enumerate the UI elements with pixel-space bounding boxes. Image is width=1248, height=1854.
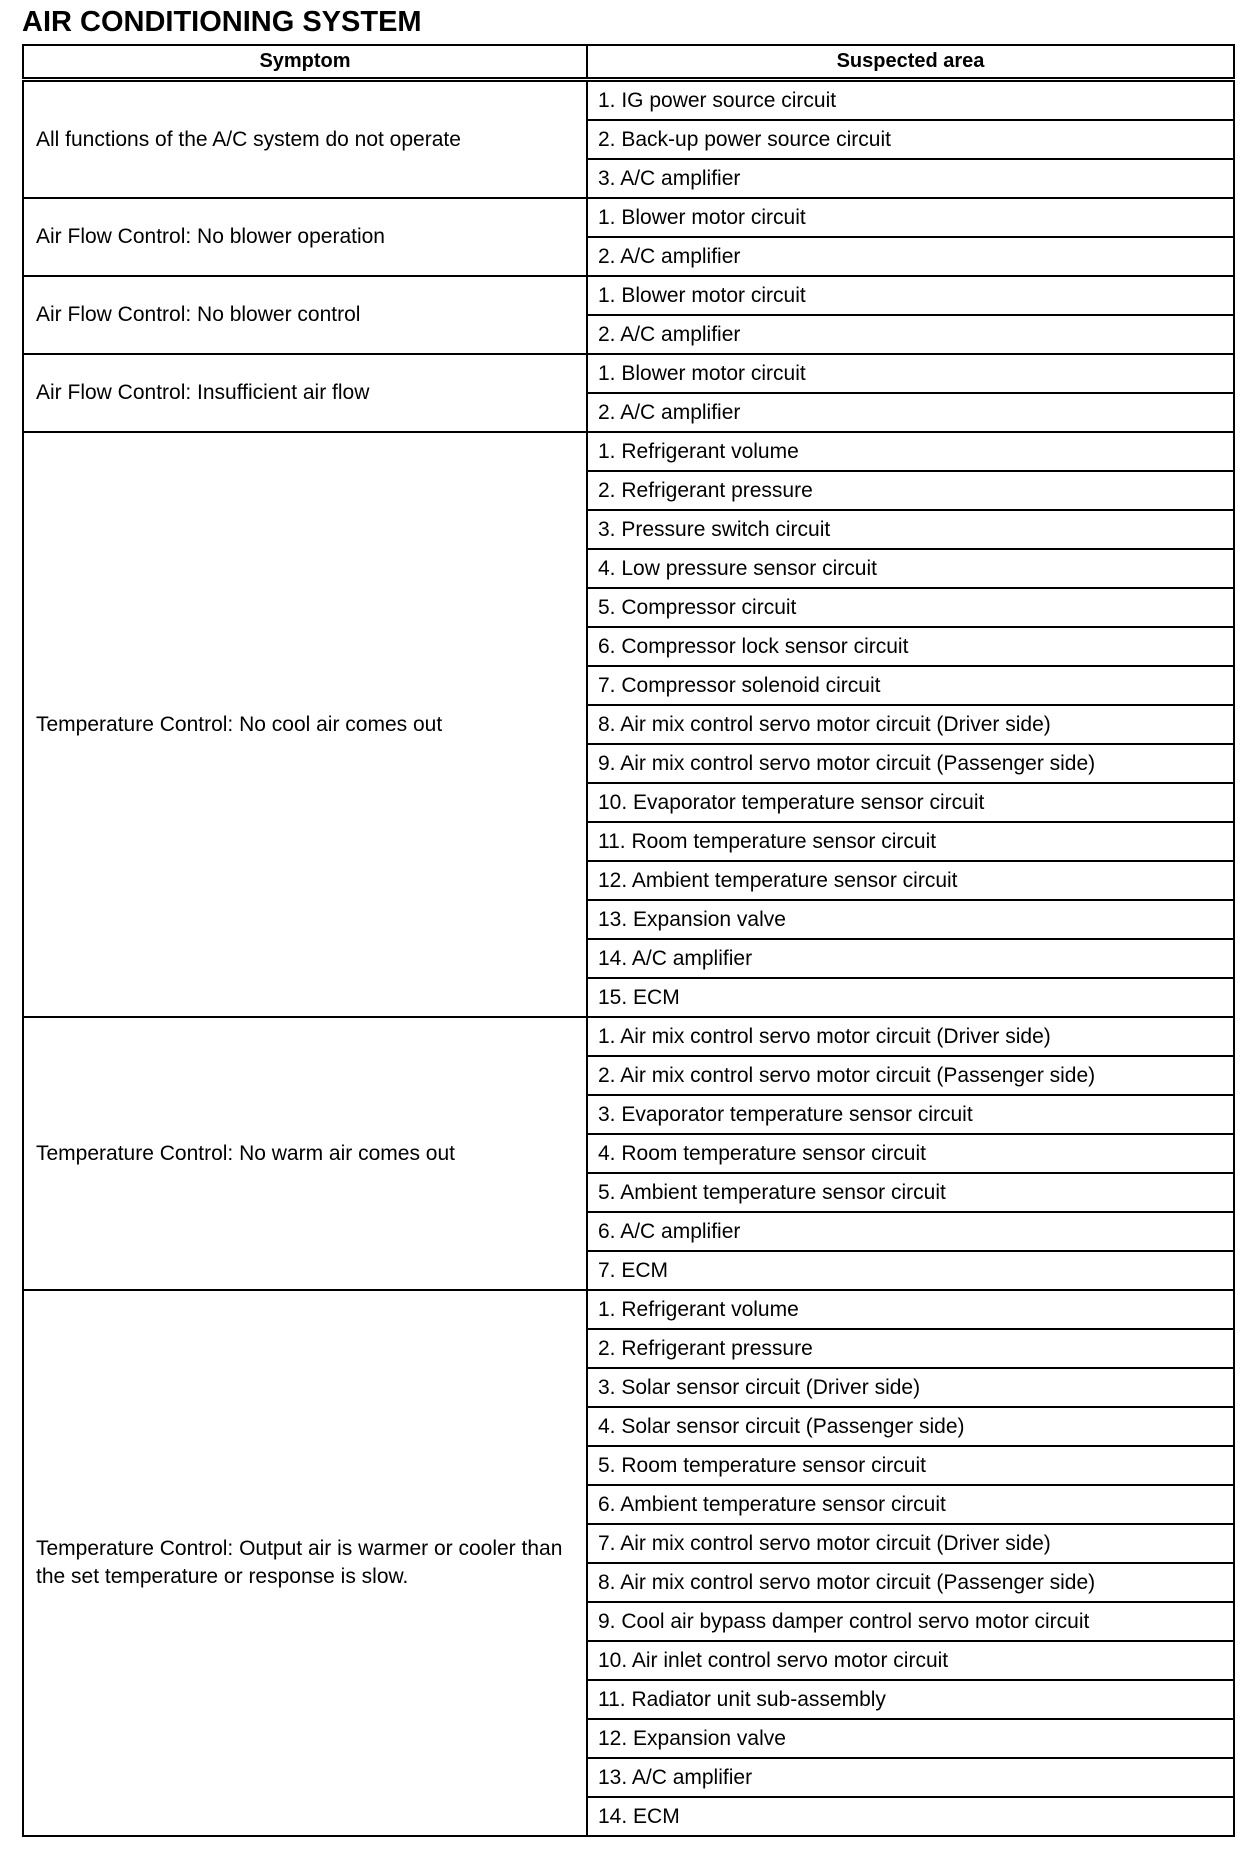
- suspected-area-cell: 9. Air mix control servo motor circuit (Passenger side): [587, 744, 1234, 783]
- suspected-area-cell: 13. A/C amplifier: [587, 1758, 1234, 1797]
- suspected-area-cell: 14. ECM: [587, 1797, 1234, 1836]
- suspected-area-cell: 10. Air inlet control servo motor circuit: [587, 1641, 1234, 1680]
- suspected-area-cell: 1. Refrigerant volume: [587, 432, 1234, 471]
- suspected-area-cell: 2. A/C amplifier: [587, 237, 1234, 276]
- suspected-area-cell: 5. Room temperature sensor circuit: [587, 1446, 1234, 1485]
- page-title: AIR CONDITIONING SYSTEM: [22, 6, 422, 38]
- column-header-suspected-area: Suspected area: [587, 45, 1234, 80]
- suspected-area-cell: 8. Air mix control servo motor circuit (Passenger side): [587, 1563, 1234, 1602]
- suspected-area-cell: 15. ECM: [587, 978, 1234, 1017]
- suspected-area-cell: 3. Pressure switch circuit: [587, 510, 1234, 549]
- suspected-area-cell: 11. Room temperature sensor circuit: [587, 822, 1234, 861]
- symptom-cell: Air Flow Control: No blower operation: [23, 198, 587, 276]
- table-row: [23, 354, 1234, 393]
- table-row: [23, 1017, 1234, 1056]
- suspected-area-cell: 3. A/C amplifier: [587, 159, 1234, 198]
- suspected-area-cell: 6. Ambient temperature sensor circuit: [587, 1485, 1234, 1524]
- table-row: [23, 198, 1234, 237]
- symptom-cell: Air Flow Control: Insufficient air flow: [23, 354, 587, 432]
- suspected-area-cell: 7. Air mix control servo motor circuit (Driver side): [587, 1524, 1234, 1563]
- suspected-area-cell: 12. Ambient temperature sensor circuit: [587, 861, 1234, 900]
- suspected-area-cell: 5. Ambient temperature sensor circuit: [587, 1173, 1234, 1212]
- table-row: [23, 276, 1234, 315]
- suspected-area-cell: 7. Compressor solenoid circuit: [587, 666, 1234, 705]
- suspected-area-cell: 1. Blower motor circuit: [587, 354, 1234, 393]
- suspected-area-cell: 3. Solar sensor circuit (Driver side): [587, 1368, 1234, 1407]
- suspected-area-cell: 2. A/C amplifier: [587, 315, 1234, 354]
- suspected-area-cell: 2. A/C amplifier: [587, 393, 1234, 432]
- table-row: [23, 1290, 1234, 1329]
- suspected-area-cell: 7. ECM: [587, 1251, 1234, 1290]
- suspected-area-cell: 4. Solar sensor circuit (Passenger side): [587, 1407, 1234, 1446]
- table-row: [23, 80, 1234, 121]
- suspected-area-cell: 1. Refrigerant volume: [587, 1290, 1234, 1329]
- suspected-area-cell: 6. Compressor lock sensor circuit: [587, 627, 1234, 666]
- suspected-area-cell: 10. Evaporator temperature sensor circuit: [587, 783, 1234, 822]
- table-header-row: [23, 45, 1234, 80]
- column-header-symptom: Symptom: [23, 45, 587, 80]
- table-body: [23, 80, 1234, 1837]
- suspected-area-cell: 2. Back-up power source circuit: [587, 120, 1234, 159]
- suspected-area-cell: 2. Refrigerant pressure: [587, 471, 1234, 510]
- suspected-area-cell: 12. Expansion valve: [587, 1719, 1234, 1758]
- table-row: [23, 432, 1234, 471]
- suspected-area-cell: 2. Air mix control servo motor circuit (Passenger side): [587, 1056, 1234, 1095]
- suspected-area-cell: 8. Air mix control servo motor circuit (Driver side): [587, 705, 1234, 744]
- problem-symptoms-table: [22, 44, 1235, 1837]
- suspected-area-cell: 9. Cool air bypass damper control servo motor circuit: [587, 1602, 1234, 1641]
- symptom-cell: All functions of the A/C system do not operate: [23, 80, 587, 199]
- suspected-area-cell: 5. Compressor circuit: [587, 588, 1234, 627]
- suspected-area-cell: 3. Evaporator temperature sensor circuit: [587, 1095, 1234, 1134]
- suspected-area-cell: 1. Air mix control servo motor circuit (Driver side): [587, 1017, 1234, 1056]
- suspected-area-cell: 1. Blower motor circuit: [587, 276, 1234, 315]
- suspected-area-cell: 6. A/C amplifier: [587, 1212, 1234, 1251]
- symptom-cell: Temperature Control: Output air is warmer or cooler than the set temperature or response is slow.: [23, 1290, 587, 1836]
- suspected-area-cell: 13. Expansion valve: [587, 900, 1234, 939]
- suspected-area-cell: 1. IG power source circuit: [587, 80, 1234, 121]
- suspected-area-cell: 11. Radiator unit sub-assembly: [587, 1680, 1234, 1719]
- suspected-area-cell: 4. Low pressure sensor circuit: [587, 549, 1234, 588]
- suspected-area-cell: 1. Blower motor circuit: [587, 198, 1234, 237]
- symptom-cell: Temperature Control: No cool air comes out: [23, 432, 587, 1017]
- suspected-area-cell: 14. A/C amplifier: [587, 939, 1234, 978]
- suspected-area-cell: 4. Room temperature sensor circuit: [587, 1134, 1234, 1173]
- suspected-area-cell: 2. Refrigerant pressure: [587, 1329, 1234, 1368]
- symptom-cell: Air Flow Control: No blower control: [23, 276, 587, 354]
- symptom-cell: Temperature Control: No warm air comes out: [23, 1017, 587, 1290]
